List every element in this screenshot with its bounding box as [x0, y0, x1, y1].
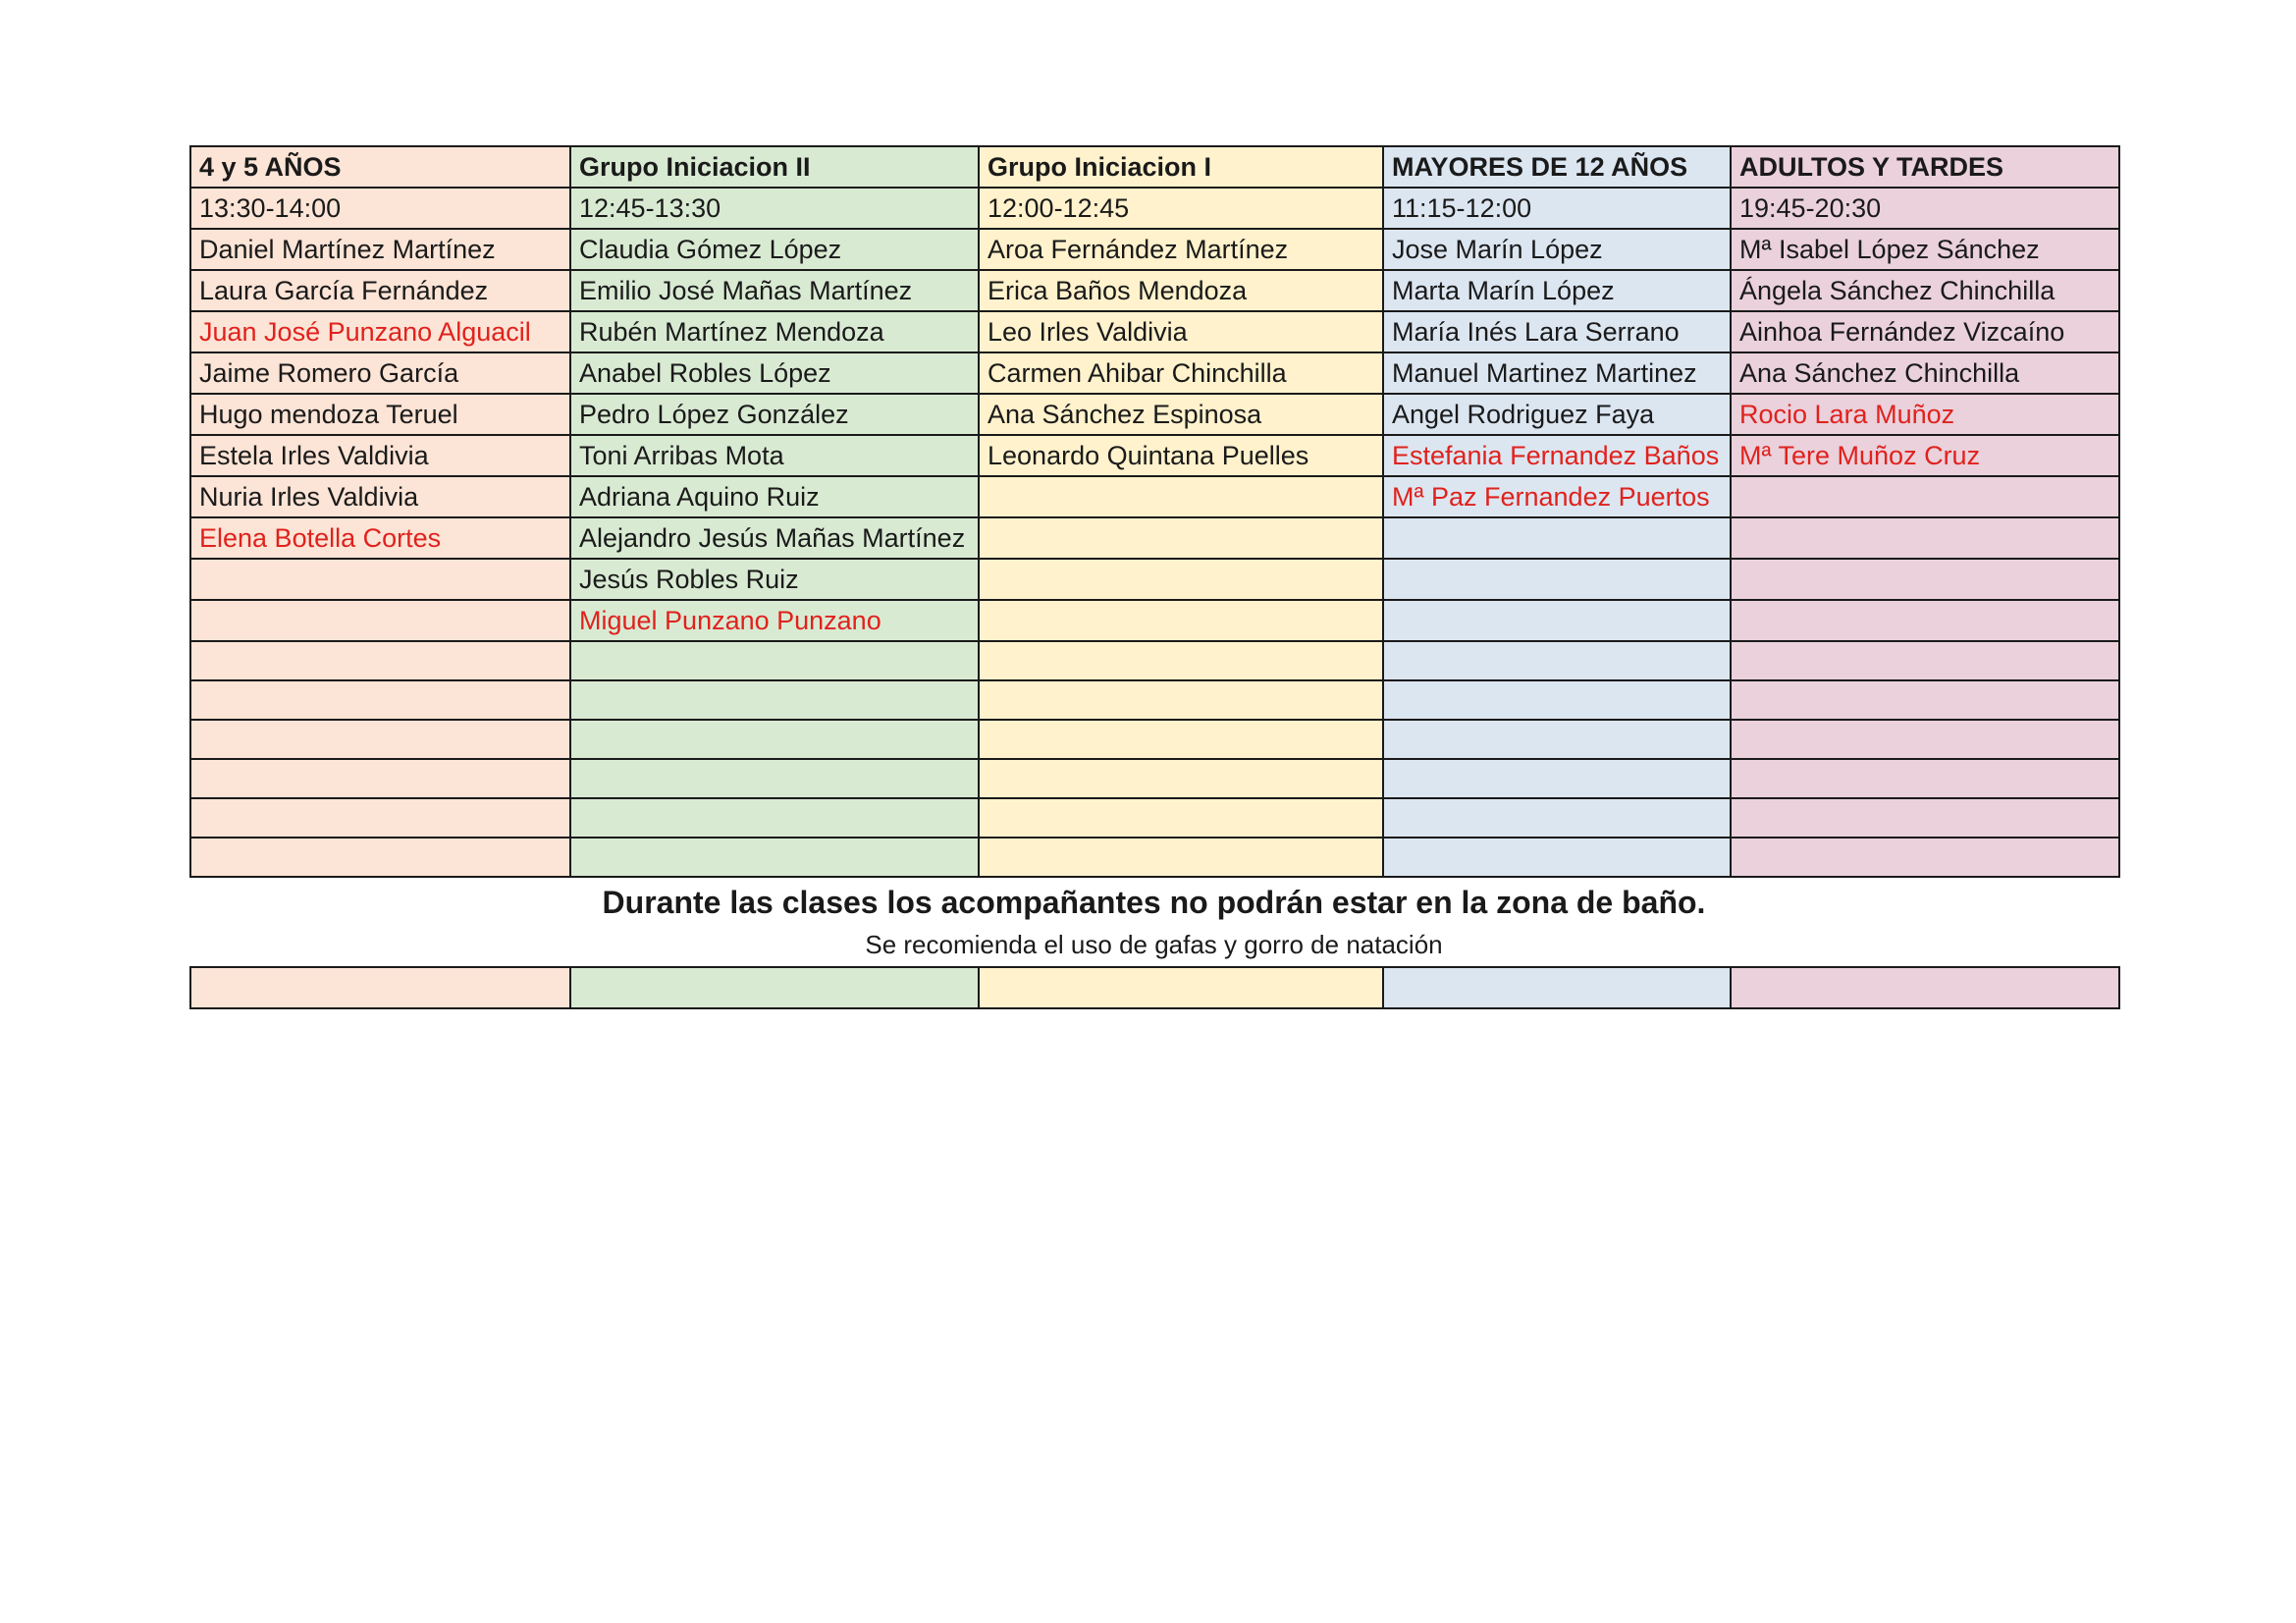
empty-cell — [1383, 720, 1731, 759]
student-name: Leonardo Quintana Puelles — [979, 435, 1383, 476]
empty-cell — [570, 798, 979, 838]
empty-cell — [190, 680, 570, 720]
group-header: 4 y 5 AÑOS — [190, 146, 570, 188]
empty-cell — [979, 759, 1383, 798]
empty-cell — [570, 720, 979, 759]
student-name: Toni Arribas Mota — [570, 435, 979, 476]
empty-cell — [190, 641, 570, 680]
group-header: ADULTOS Y TARDES — [1731, 146, 2119, 188]
student-row — [190, 720, 2119, 759]
student-name: Anabel Robles López — [570, 352, 979, 394]
empty-cell — [570, 759, 979, 798]
empty-cell — [1383, 798, 1731, 838]
student-row — [190, 394, 2119, 435]
group-header: MAYORES DE 12 AÑOS — [1383, 146, 1731, 188]
empty-cell — [1731, 680, 2119, 720]
student-name: Angel Rodriguez Faya — [1383, 394, 1731, 435]
student-name: Jose Marín López — [1383, 229, 1731, 270]
class-roster-table — [189, 145, 2120, 878]
empty-cell — [979, 517, 1383, 559]
empty-cell — [1383, 559, 1731, 600]
student-name: Adriana Aquino Ruiz — [570, 476, 979, 517]
schedule-time-row — [190, 188, 2119, 229]
student-name: Ainhoa Fernández Vizcaíno — [1731, 311, 2119, 352]
student-name: Manuel Martinez Martinez — [1383, 352, 1731, 394]
empty-cell — [1731, 476, 2119, 517]
student-row — [190, 352, 2119, 394]
empty-cell — [1731, 600, 2119, 641]
student-name: Aroa Fernández Martínez — [979, 229, 1383, 270]
companions-notice: Durante las clases los acompañantes no podrán estar en la zona de baño. — [602, 885, 1706, 920]
student-name: Mª Tere Muñoz Cruz — [1731, 435, 2119, 476]
student-row — [190, 435, 2119, 476]
legend-cell — [190, 967, 570, 1008]
student-row — [190, 476, 2119, 517]
student-name: Miguel Punzano Punzano — [570, 600, 979, 641]
student-row — [190, 680, 2119, 720]
empty-cell — [979, 798, 1383, 838]
schedule-sheet — [189, 145, 2118, 1009]
student-name: Estela Irles Valdivia — [190, 435, 570, 476]
student-row — [190, 270, 2119, 311]
empty-cell — [979, 838, 1383, 877]
empty-cell — [1731, 559, 2119, 600]
empty-cell — [190, 720, 570, 759]
student-name: Rubén Martínez Mendoza — [570, 311, 979, 352]
student-row — [190, 229, 2119, 270]
class-time: 19:45-20:30 — [1731, 188, 2119, 229]
student-row — [190, 641, 2119, 680]
group-header-row — [190, 146, 2119, 188]
student-row — [190, 311, 2119, 352]
empty-cell — [1383, 641, 1731, 680]
legend-cell — [979, 967, 1383, 1008]
color-legend-row — [190, 967, 2119, 1008]
empty-cell — [1731, 838, 2119, 877]
student-name: Marta Marín López — [1383, 270, 1731, 311]
empty-cell — [570, 641, 979, 680]
empty-cell — [1731, 798, 2119, 838]
student-name: Alejandro Jesús Mañas Martínez — [570, 517, 979, 559]
group-header: Grupo Iniciacion II — [570, 146, 979, 188]
empty-cell — [570, 680, 979, 720]
student-row — [190, 798, 2119, 838]
student-name: Leo Irles Valdivia — [979, 311, 1383, 352]
empty-cell — [190, 559, 570, 600]
empty-cell — [190, 600, 570, 641]
empty-cell — [1383, 517, 1731, 559]
student-name: Rocio Lara Muñoz — [1731, 394, 2119, 435]
empty-cell — [1383, 680, 1731, 720]
student-name: Carmen Ahibar Chinchilla — [979, 352, 1383, 394]
student-name: Ángela Sánchez Chinchilla — [1731, 270, 2119, 311]
legend-cell — [570, 967, 979, 1008]
empty-cell — [1731, 720, 2119, 759]
student-name: Laura García Fernández — [190, 270, 570, 311]
empty-cell — [1383, 759, 1731, 798]
class-time: 12:00-12:45 — [979, 188, 1383, 229]
class-time: 11:15-12:00 — [1383, 188, 1731, 229]
student-row — [190, 559, 2119, 600]
student-name: Pedro López González — [570, 394, 979, 435]
student-name: Ana Sánchez Chinchilla — [1731, 352, 2119, 394]
student-name: Jaime Romero García — [190, 352, 570, 394]
student-name: Jesús Robles Ruiz — [570, 559, 979, 600]
legend-cell — [1383, 967, 1731, 1008]
student-name: Nuria Irles Valdivia — [190, 476, 570, 517]
empty-cell — [1731, 517, 2119, 559]
empty-cell — [1731, 759, 2119, 798]
student-row — [190, 759, 2119, 798]
empty-cell — [979, 559, 1383, 600]
student-name: Emilio José Mañas Martínez — [570, 270, 979, 311]
student-name: Mª Paz Fernandez Puertos — [1383, 476, 1731, 517]
empty-cell — [1383, 838, 1731, 877]
empty-cell — [190, 838, 570, 877]
empty-cell — [979, 641, 1383, 680]
goggles-cap-recommendation: Se recomienda el uso de gafas y gorro de natación — [865, 930, 1443, 959]
student-name: Erica Baños Mendoza — [979, 270, 1383, 311]
student-name: Claudia Gómez López — [570, 229, 979, 270]
empty-cell — [979, 720, 1383, 759]
empty-cell — [1731, 641, 2119, 680]
student-name: Ana Sánchez Espinosa — [979, 394, 1383, 435]
student-row — [190, 838, 2119, 877]
empty-cell — [190, 759, 570, 798]
student-name: Elena Botella Cortes — [190, 517, 570, 559]
student-name: Juan José Punzano Alguacil — [190, 311, 570, 352]
class-time: 12:45-13:30 — [570, 188, 979, 229]
student-name: Hugo mendoza Teruel — [190, 394, 570, 435]
student-name: María Inés Lara Serrano — [1383, 311, 1731, 352]
color-legend-strip — [189, 966, 2120, 1009]
student-name: Mª Isabel López Sánchez — [1731, 229, 2119, 270]
student-name: Daniel Martínez Martínez — [190, 229, 570, 270]
student-row — [190, 517, 2119, 559]
group-header: Grupo Iniciacion I — [979, 146, 1383, 188]
empty-cell — [570, 838, 979, 877]
empty-cell — [979, 600, 1383, 641]
empty-cell — [190, 798, 570, 838]
empty-cell — [979, 680, 1383, 720]
empty-cell — [979, 476, 1383, 517]
student-name: Estefania Fernandez Baños — [1383, 435, 1731, 476]
class-time: 13:30-14:00 — [190, 188, 570, 229]
student-row — [190, 600, 2119, 641]
empty-cell — [1383, 600, 1731, 641]
legend-cell — [1731, 967, 2119, 1008]
